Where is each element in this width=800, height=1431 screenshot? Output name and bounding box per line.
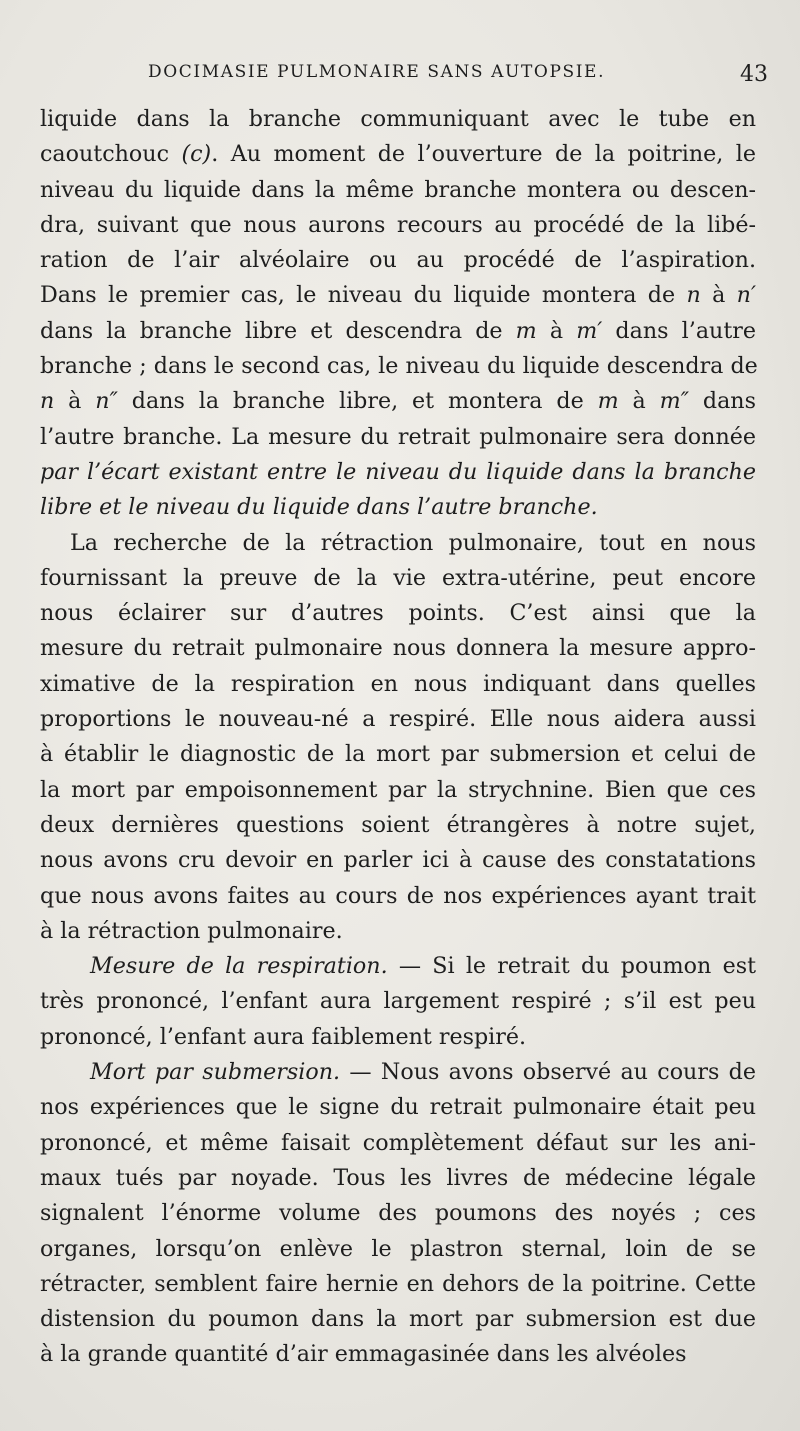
text-line [40, 1302, 756, 1337]
text-line [40, 349, 756, 384]
italic-run: n [686, 282, 701, 309]
text-line [40, 1161, 756, 1196]
text-run: dans l’autre [602, 317, 756, 344]
text-line [40, 526, 756, 561]
text-line [40, 1267, 756, 1302]
text-run: à [700, 282, 737, 309]
text-line [40, 737, 756, 772]
text-line [40, 1090, 756, 1125]
text-line [40, 278, 756, 313]
text-line [40, 879, 756, 914]
text-run: nos expériences que le signe du retrait pulmonaire était peu [40, 1094, 756, 1121]
body-text [40, 102, 756, 1373]
text-run: ration de l’air alvéolaire ou au procédé de l’aspiration. [40, 247, 756, 274]
text-line [40, 561, 756, 596]
italic-run: n [40, 388, 55, 415]
paragraph-other-points [40, 526, 756, 950]
text-line [40, 1055, 756, 1090]
text-line [40, 949, 756, 984]
text-run: dans [688, 388, 756, 415]
text-run: proportions le nouveau-né a respiré. Elle nous aidera aussi [40, 706, 756, 733]
text-run: — Nous avons observé au cours de [340, 1059, 756, 1086]
text-line [40, 173, 756, 208]
text-run: — Si le retrait du poumon est [387, 953, 757, 980]
text-line [40, 667, 756, 702]
text-run: organes, lorsqu’on enlève le plastron sternal, loin de se [40, 1235, 756, 1262]
text-run: à [618, 388, 660, 415]
text-run: dans la branche libre, et montera de [117, 388, 598, 415]
text-line [40, 984, 756, 1019]
text-run: maux tués par noyade. Tous les livres de médecine légale [40, 1164, 756, 1191]
italic-run: (c) [181, 141, 212, 168]
text-run: prononcé, l’enfant aura faiblement respiré. [40, 1023, 527, 1050]
text-line [40, 455, 756, 490]
text-run: à la grande quantité d’air emmagasinée dans les alvéoles [40, 1341, 687, 1368]
text-line [40, 384, 756, 419]
text-line [40, 843, 756, 878]
text-run: branche ; dans le second cas, le niveau du liquide descendra de [40, 353, 758, 380]
text-run: dra, suivant que nous aurons recours au procédé de la libé- [40, 211, 756, 238]
italic-run: n′ [736, 282, 756, 309]
text-line [40, 243, 756, 278]
page-number: 43 [740, 62, 768, 87]
italic-run: libre et le niveau du liquide dans l’autre branche. [40, 494, 598, 521]
text-run: distension du poumon dans la mort par submersion est due [40, 1306, 756, 1333]
text-line [40, 1232, 756, 1267]
text-line [40, 702, 756, 737]
text-run: rétracter, semblent faire hernie en dehors de la poitrine. Cette [40, 1270, 756, 1297]
text-run: l’autre branche. La mesure du retrait pulmonaire sera donnée [40, 423, 756, 450]
text-run: que nous avons faites au cours de nos expériences ayant trait [40, 882, 756, 909]
italic-run: n″ [95, 388, 118, 415]
text-line [40, 314, 756, 349]
text-line [40, 1196, 756, 1231]
text-line [40, 137, 756, 172]
text-line [40, 1126, 756, 1161]
text-run: très prononcé, l’enfant aura largement respiré ; s’il est peu [40, 988, 756, 1015]
text-line [40, 773, 756, 808]
text-run: à [536, 317, 577, 344]
running-head: DOCIMASIE PULMONAIRE SANS AUTOPSIE. [148, 62, 606, 82]
text-line [40, 1020, 756, 1055]
text-run: . Au moment de l’ouverture de la poitrine, le [211, 141, 756, 168]
text-run: à [54, 388, 96, 415]
italic-run: m [515, 317, 537, 344]
text-run: nous éclairer sur d’autres points. C’est ainsi que la [40, 600, 756, 627]
text-run: dans la branche libre et descendra de [40, 317, 516, 344]
text-run: la mort par empoisonnement par la strychnine. Bien que ces [40, 776, 756, 803]
text-run: deux dernières questions soient étrangères à notre sujet, [40, 811, 756, 838]
text-line [40, 631, 756, 666]
text-line [40, 914, 756, 949]
italic-run: m′ [576, 317, 603, 344]
text-run: fournissant la preuve de la vie extra-utérine, peut encore [40, 564, 756, 591]
italic-run: m″ [659, 388, 689, 415]
page-header [148, 62, 768, 92]
text-run: mesure du retrait pulmonaire nous donnera la mesure appro- [40, 635, 756, 662]
text-line [40, 208, 756, 243]
text-run: prononcé, et même faisait complètement défaut sur les ani- [40, 1129, 756, 1156]
text-run: ximative de la respiration en nous indiquant dans quelles [40, 670, 756, 697]
italic-run: Mesure de la respiration. [90, 953, 388, 980]
text-run: Dans le premier cas, le niveau du liquide montera de [40, 282, 687, 309]
paragraph-apparatus [40, 102, 756, 526]
text-line [40, 102, 756, 137]
italic-run: m [597, 388, 619, 415]
text-run: caoutchouc [40, 141, 182, 168]
italic-run: par l’écart existant entre le niveau du liquide dans la branche [40, 458, 756, 485]
text-run: à établir le diagnostic de la mort par submersion et celui de [40, 741, 756, 768]
paragraph-submersion [40, 1055, 756, 1373]
text-run: nous avons cru devoir en parler ici à cause des constatations [40, 847, 756, 874]
text-run: La recherche de la rétraction pulmonaire, tout en nous [70, 529, 756, 556]
paragraph-respiration [40, 949, 756, 1055]
italic-run: Mort par submersion. [90, 1059, 341, 1086]
text-run: à la rétraction pulmonaire. [40, 917, 343, 944]
text-line [40, 490, 756, 525]
text-line [40, 596, 756, 631]
text-run: signalent l’énorme volume des poumons des noyés ; ces [40, 1200, 756, 1227]
text-run: niveau du liquide dans la même branche montera ou descen- [40, 176, 756, 203]
text-line [40, 808, 756, 843]
text-line [40, 1337, 756, 1372]
text-run: liquide dans la branche communiquant avec le tube en [40, 106, 756, 132]
text-line [40, 420, 756, 455]
